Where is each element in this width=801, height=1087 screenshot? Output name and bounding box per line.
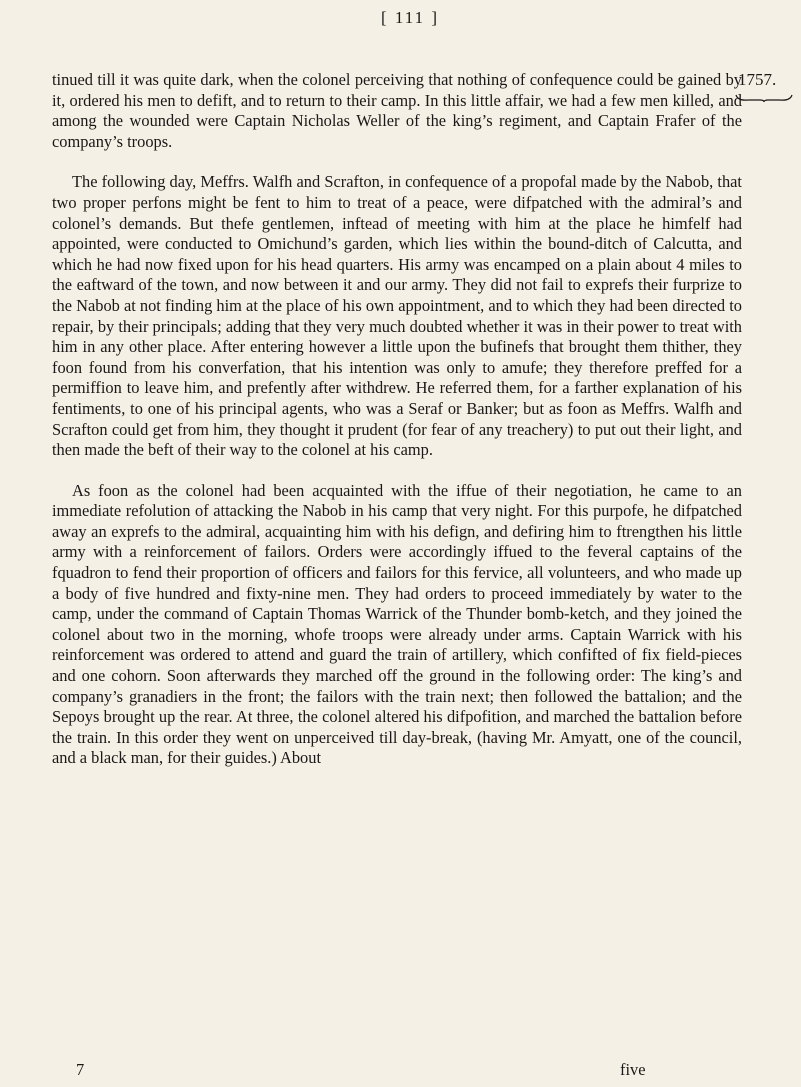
body-text	[52, 70, 742, 769]
paragraph-3: As foon as the colonel had been acquainted with the iffue of their negotiation, he came to an immediate refolution of attacking the Nabob in his camp that very night. For this purpofe, he difpatched away an exprefs to the admiral, acquainting him with his defign, and defiring him to ftrengthen his little army with a reinforcement of failors. Orders were accordingly iffued to the feveral captains of the fquadron to fend their proportion of officers and failors for this fervice, all volunteers, and who made up a body of five hundred and fixty-nine men. They had orders to proceed immediately by water to the camp, under the command of Captain Thomas Warrick of the Thunder bomb-ketch, and they joined the colonel about two in the morning, whofe troops were already under arms. Captain Warrick with his reinforcement was ordered to attend and guard the train of artillery, which confifted of fix field-pieces and one cohorn. Soon afterwards they marched off the ground in the following order: The king’s and company’s granadiers in the front; the failors with the train next; then followed the battalion; and the Sepoys brought up the rear. At three, the colonel altered his difpofition, and marched the battalion before the train. In this order they went on unperceived till day-break, (having Mr. Amyatt, one of the council, and a black man, for their guides.) About	[52, 480, 742, 768]
year-brace	[734, 93, 794, 103]
signature-mark: 7	[76, 1060, 85, 1079]
page-number: [ 111 ]	[380, 8, 440, 27]
catchword: five	[620, 1060, 646, 1079]
paragraph-1: tinued till it was quite dark, when the colonel perceiving that nothing of confequence could be gained by it, ordered his men to defift, and to return to their camp. In this little affair, we had a few men killed, and among the wounded were Captain Nicholas Weller of the king’s regiment, and Captain Frafer of the company’s troops.	[52, 70, 742, 151]
paragraph-2: The following day, Meffrs. Walfh and Scrafton, in confequence of a propofal made by the Nabob, that two proper perfons might be fent to him to treat of a peace, were difpatched with the admiral’s and colonel’s demands. But thefe gentlemen, inftead of meeting with him at the place he himfelf had appointed, were conducted to Omichund’s garden, which lies within the bound-ditch of Calcutta, and which he had now fixed upon for his head quarters. His army was encamped on a plain about 4 miles to the eaftward of the town, and now between it and our army. They did not fail to exprefs their furprize to the Nabob at not finding him at the place of his own appointment, and to which they had been directed to repair, by their principals; adding that they very much doubted whether it was in their power to treat with him in any other place. After entering however a little upon the bufinefs that brought them thither, they foon found from his converfation, that his intention was only to amufe; they therefore preffed for a permiffion to leave him, and prefently after withdrew. He referred them, for a farther explanation of his fentiments, to one of his principal agents, who was a Seraf or Banker; but as foon as Meffrs. Walfh and Scrafton could get from him, they thought it prudent (for fear of any treachery) to put out their light, and then made the beft of their way to the colonel at his camp.	[52, 172, 742, 460]
year-margin-note: 1757.	[738, 70, 777, 89]
